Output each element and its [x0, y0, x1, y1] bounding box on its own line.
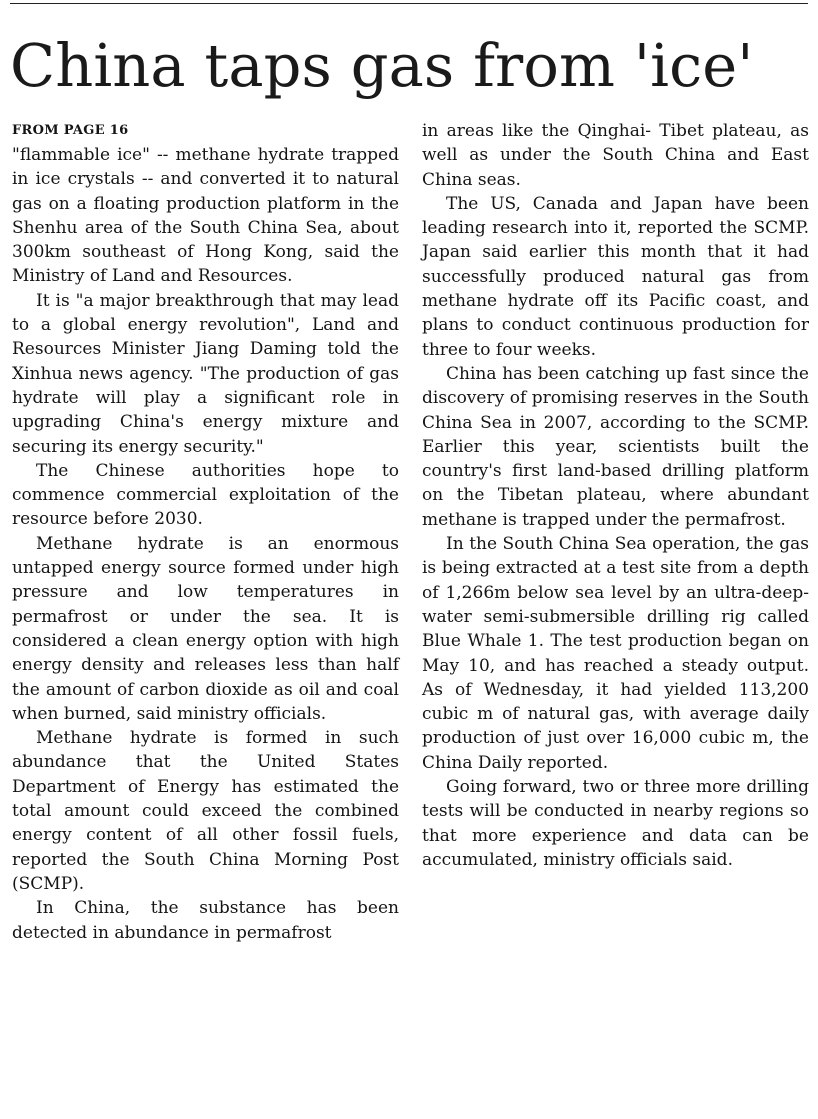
paragraph: The Chinese authorities hope to commence commercial exploitation of the resource before 2030.: [12, 460, 399, 530]
paragraph: in areas like the Qinghai- Tibet plateau, as well as under the South China and East China seas.: [422, 121, 809, 190]
article-headline: China taps gas from 'ice': [10, 31, 754, 100]
paragraph: It is "a major breakthrough that may lead to a global energy revolution", Land and Resources Minister Jiang Daming told the Xinhua news agency. "The production of gas hydrate will play a significant role in upgrading China's energy mixture and securing its energy security.": [12, 290, 399, 457]
paragraph: Going forward, two or three more drilling tests will be conducted in nearby regions so that more experience and data can be accumulated, ministry officials said.: [422, 777, 809, 870]
top-rule: [10, 3, 808, 4]
paragraph: The US, Canada and Japan have been leading research into it, reported the SCMP. Japan said earlier this month that it had successfully produced natural gas from methane hydrate off its Pacific coast, and plans to conduct continuous production for three to four weeks.: [422, 193, 809, 360]
paragraph: In the South China Sea operation, the gas is being extracted at a test site from a depth of 1,266m below sea level by an ultra-deep-water semi-submersible drilling rig called Blue Whale 1. The test production began on May 10, and has reached a steady output. As of Wednesday, it had yielded 113,200 cubic m of natural gas, with average daily production of just over 16,000 cubic m, the China Daily reported.: [422, 534, 809, 773]
paragraph: In China, the substance has been detected in abundance in permafrost: [12, 898, 399, 943]
article-column-left: [12, 119, 399, 945]
paragraph: Methane hydrate is an enormous untapped energy source formed under high pressure and low temperatures in permafrost or under the sea. It is considered a clean energy option with high energy density and releases less than half the amount of carbon dioxide as oil and coal when burned, said ministry officials.: [12, 533, 399, 724]
paragraph: China has been catching up fast since the discovery of promising reserves in the South China Sea in 2007, according to the SCMP. Earlier this year, scientists built the country's first land-based drilling platform on the Tibetan plateau, where abundant methane is trapped under the permafrost.: [422, 363, 809, 530]
paragraph: Methane hydrate is formed in such abundance that the United States Department of Energy has estimated the total amount could exceed the combined energy content of all other fossil fuels, reported the South China Morning Post (SCMP).: [12, 728, 399, 894]
article-column-right: [422, 119, 809, 872]
jump-line: FROM PAGE 16: [12, 123, 129, 138]
paragraph: "flammable ice" -- methane hydrate trapped in ice crystals -- and converted it to natural gas on a floating production platform in the Shenhu area of the South China Sea, about 300km southeast of Hong Kong, said the Ministry of Land and Resources.: [12, 145, 399, 287]
